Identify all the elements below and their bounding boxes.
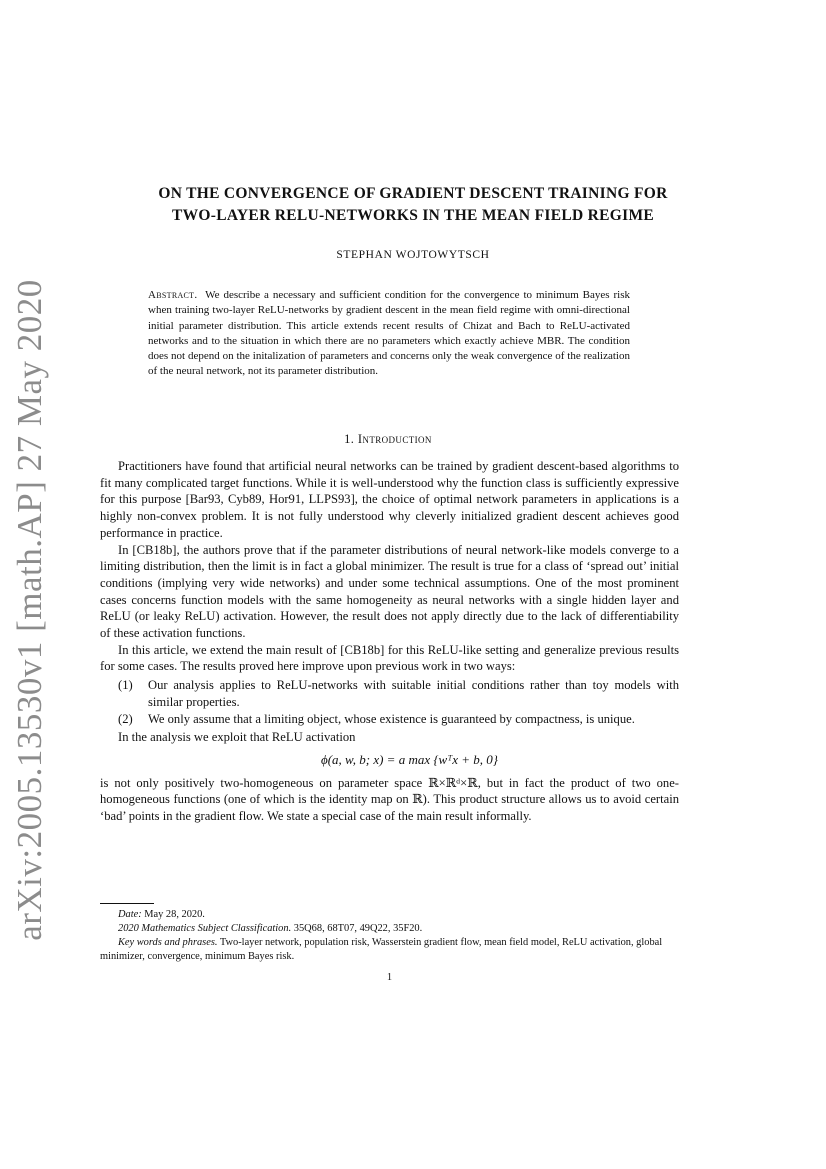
footnote-date-label: Date: [118, 909, 142, 920]
relu-formula: ϕ(a, w, b; x) = a max {wᵀx + b, 0} [320, 751, 498, 767]
list-item-number: (2) [118, 711, 133, 726]
author-name: STEPHAN WOJTOWYTSCH [336, 249, 490, 261]
paper-title [100, 183, 726, 227]
footnote-keywords-label: Key words and phrases. [118, 937, 218, 948]
paragraph: In this article, we extend the main result of [CB18b] for this ReLU-like setting and generalize previous results for some cases. The results proved here improve upon previous work in two ways: [100, 642, 679, 674]
footnote-date [100, 908, 679, 922]
title-line-2: TWO-LAYER RELU-NETWORKS IN THE MEAN FIELD REGIME [171, 207, 655, 224]
footnote-rule [100, 903, 154, 904]
list-item [100, 711, 679, 728]
list-item-number: (1) [118, 678, 133, 693]
paragraph: Practitioners have found that artificial neural networks can be trained by gradient descent-based algorithms to fit many complicated target functions. While it is well-understood why the function class is sufficiently expressive for this purpose [Bar93, Cyb89, Hor91, LLPS93], the choice of optimal network parameters in applications is a highly non-convex problem. It is not fully understood why cleverly initialized gradient descent achieves good performance in practice. [100, 459, 679, 540]
footnote-msc [100, 922, 679, 936]
contribution-list [100, 677, 679, 727]
footnote-keywords [100, 936, 679, 964]
footnote-date-value: May 28, 2020. [144, 909, 205, 920]
list-item-text: Our analysis applies to ReLU-networks with suitable initial conditions rather than toy models with similar properties. [148, 678, 679, 709]
list-item-text: We only assume that a limiting object, whose existence is guaranteed by compactness, is unique. [148, 711, 635, 726]
abstract [148, 288, 630, 380]
title-line-1: ON THE CONVERGENCE OF GRADIENT DESCENT TRAINING FOR [158, 185, 668, 202]
footnote-msc-value: 35Q68, 68T07, 49Q22, 35F20. [293, 923, 423, 934]
footnote-msc-label: 2020 Mathematics Subject Classification. [118, 923, 292, 934]
section-heading: 1. Introduction [344, 432, 432, 446]
paragraph: In the analysis we exploit that ReLU activation [118, 730, 356, 745]
abstract-label: Abstract. [148, 289, 198, 301]
page-number: 1 [386, 972, 393, 983]
arxiv-side-stamp [0, 279, 60, 941]
arxiv-identifier: arXiv:2005.13530v1 [math.AP] 27 May 2020 [10, 279, 49, 941]
list-item [100, 677, 679, 710]
footnote-keywords-value: Two-layer network, population risk, Wasserstein gradient flow, mean field model, ReLU activation, global minimizer, convergence, minimum Bayes risk. [100, 937, 663, 962]
abstract-text: We describe a necessary and sufficient condition for the convergence to minimum Bayes risk when training two-layer ReLU-networks by gradient descent in the mean field regime with omni-directional initial parameter distribution. This article extends recent results of Chizat and Bach to ReLU-activated networks and to the situation in which there are no parameters which exactly achieve MBR. The condition does not depend on the initalization of parameters and concerns only the weak convergence of the realization of the neural network, not its parameter distribution. [148, 289, 630, 378]
body-text [100, 458, 679, 825]
paragraph: is not only positively two-homogeneous on parameter space ℝ×ℝᵈ×ℝ, but in fact the product of two one-homogeneous functions (one of which is the identity map on ℝ). This product structure allows us to avoid certain ‘bad’ points in the gradient flow. We state a special case of the main result informally. [100, 775, 679, 824]
footnotes [100, 908, 679, 964]
paragraph: In [CB18b], the authors prove that if the parameter distributions of neural network-like models converge to a limiting distribution, then the limit is in fact a global minimizer. The result is true for a class of ‘spread out’ initial conditions (implying very wide networks) and under some technical assumptions. One of the most prominent cases concerns function models with the same homogeneity as neural networks with a single hidden layer and ReLU (or leaky ReLU) activation. However, the result does not apply directly due to the lack of differentiability of these activation functions. [100, 542, 679, 641]
